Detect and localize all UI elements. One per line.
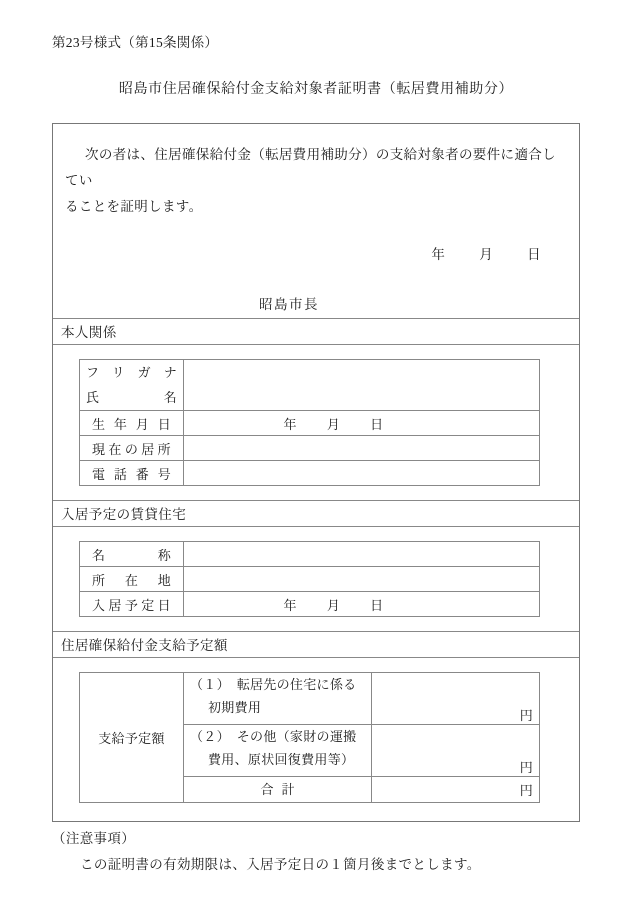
- section-heading-housing: 入居予定の賃貸住宅: [53, 500, 579, 527]
- movein-year: 年: [283, 597, 297, 613]
- value-property-name[interactable]: [184, 542, 540, 567]
- amount-item-2: [184, 725, 372, 777]
- label-birthdate-text: 生年月日: [92, 416, 171, 432]
- table-row: [80, 461, 540, 486]
- value-movein-date[interactable]: [184, 592, 540, 617]
- issuer-name: 昭島市長: [259, 297, 319, 312]
- movein-day: 日: [370, 597, 384, 613]
- issue-date-day: 日: [527, 247, 541, 262]
- amount-item-1-line2: 初期費用: [208, 700, 262, 715]
- value-name[interactable]: [184, 360, 540, 411]
- form-number: 第23号様式（第15条関係）: [52, 35, 219, 50]
- birthdate-year: 年: [283, 416, 297, 432]
- value-current-address[interactable]: [184, 436, 540, 461]
- label-phone-number: [80, 461, 184, 486]
- label-name: [80, 360, 184, 411]
- table-row: [80, 592, 540, 617]
- issue-date-year: 年: [431, 247, 446, 262]
- table-row: [80, 542, 540, 567]
- section-body-personal: [53, 345, 579, 500]
- amount-item-2-number: （２）: [190, 729, 224, 744]
- birthdate-day: 日: [370, 416, 384, 432]
- label-property-address: [80, 567, 184, 592]
- birthdate-ymd: [190, 414, 533, 433]
- amount-unit-2: 円: [519, 760, 533, 775]
- intro-block: [53, 124, 579, 318]
- section-heading-personal: 本人関係: [53, 318, 579, 345]
- amount-unit-total: 円: [519, 783, 533, 798]
- notes-heading: （注意事項）: [52, 831, 136, 846]
- amount-item-2-line2: 費用、原状回復費用等）: [208, 752, 355, 767]
- label-property-name-text: 名 称: [92, 547, 171, 563]
- movein-month: 月: [326, 597, 341, 613]
- table-row: [80, 567, 540, 592]
- notes-block: [52, 826, 592, 878]
- amount-value-1[interactable]: [372, 673, 540, 725]
- amount-item-1-line1: 転居先の住宅に係る: [236, 677, 357, 692]
- issue-date-line: [65, 242, 563, 268]
- label-movein-date-text: 入居予定日: [92, 597, 171, 613]
- intro-line-2: ることを証明します。: [65, 199, 203, 214]
- value-birthdate[interactable]: [184, 411, 540, 436]
- value-phone-number[interactable]: [184, 461, 540, 486]
- personal-table: [79, 359, 540, 486]
- notes-body: この証明書の有効期限は、入居予定日の１箇月後までとします。: [80, 857, 481, 872]
- certificate-frame: [52, 123, 580, 822]
- label-property-name: [80, 542, 184, 567]
- label-property-address-text: 所 在 地: [92, 572, 171, 588]
- label-current-address-text: 現在の居所: [92, 441, 171, 457]
- amount-value-total[interactable]: [372, 777, 540, 803]
- section-body-housing: [53, 527, 579, 631]
- value-property-address[interactable]: [184, 567, 540, 592]
- section-heading-amount: 住居確保給付金支給予定額: [53, 631, 579, 658]
- intro-line-1: 次の者は、住居確保給付金（転居費用補助分）の支給対象者の要件に適合してい: [65, 147, 556, 188]
- label-phone-number-text: 電話番号: [92, 466, 171, 482]
- amount-table: [79, 672, 540, 803]
- table-row: [80, 360, 540, 411]
- section-body-amount: [53, 658, 579, 817]
- document-title: 昭島市住居確保給付金支給対象者証明書（転居費用補助分）: [118, 82, 514, 97]
- label-planned-amount: 支給予定額: [80, 673, 184, 803]
- issue-date-month: 月: [479, 247, 494, 262]
- table-row: [80, 411, 540, 436]
- amount-item-1-number: （１）: [190, 677, 224, 692]
- table-row: [80, 673, 540, 725]
- amount-total-label-text: 合計: [260, 782, 303, 797]
- movein-ymd: [190, 595, 533, 614]
- amount-item-1: [184, 673, 372, 725]
- label-movein-date: [80, 592, 184, 617]
- amount-unit-1: 円: [519, 708, 533, 723]
- amount-value-2[interactable]: [372, 725, 540, 777]
- birthdate-month: 月: [326, 416, 341, 432]
- amount-item-2-line1: その他（家財の運搬: [236, 729, 357, 744]
- label-birthdate: [80, 411, 184, 436]
- label-fullname-text: 氏 名: [86, 390, 177, 405]
- label-current-address: [80, 436, 184, 461]
- label-furigana-text: フリガナ: [86, 365, 177, 380]
- housing-table: [79, 541, 540, 617]
- table-row: [80, 436, 540, 461]
- amount-total-label: [184, 777, 372, 803]
